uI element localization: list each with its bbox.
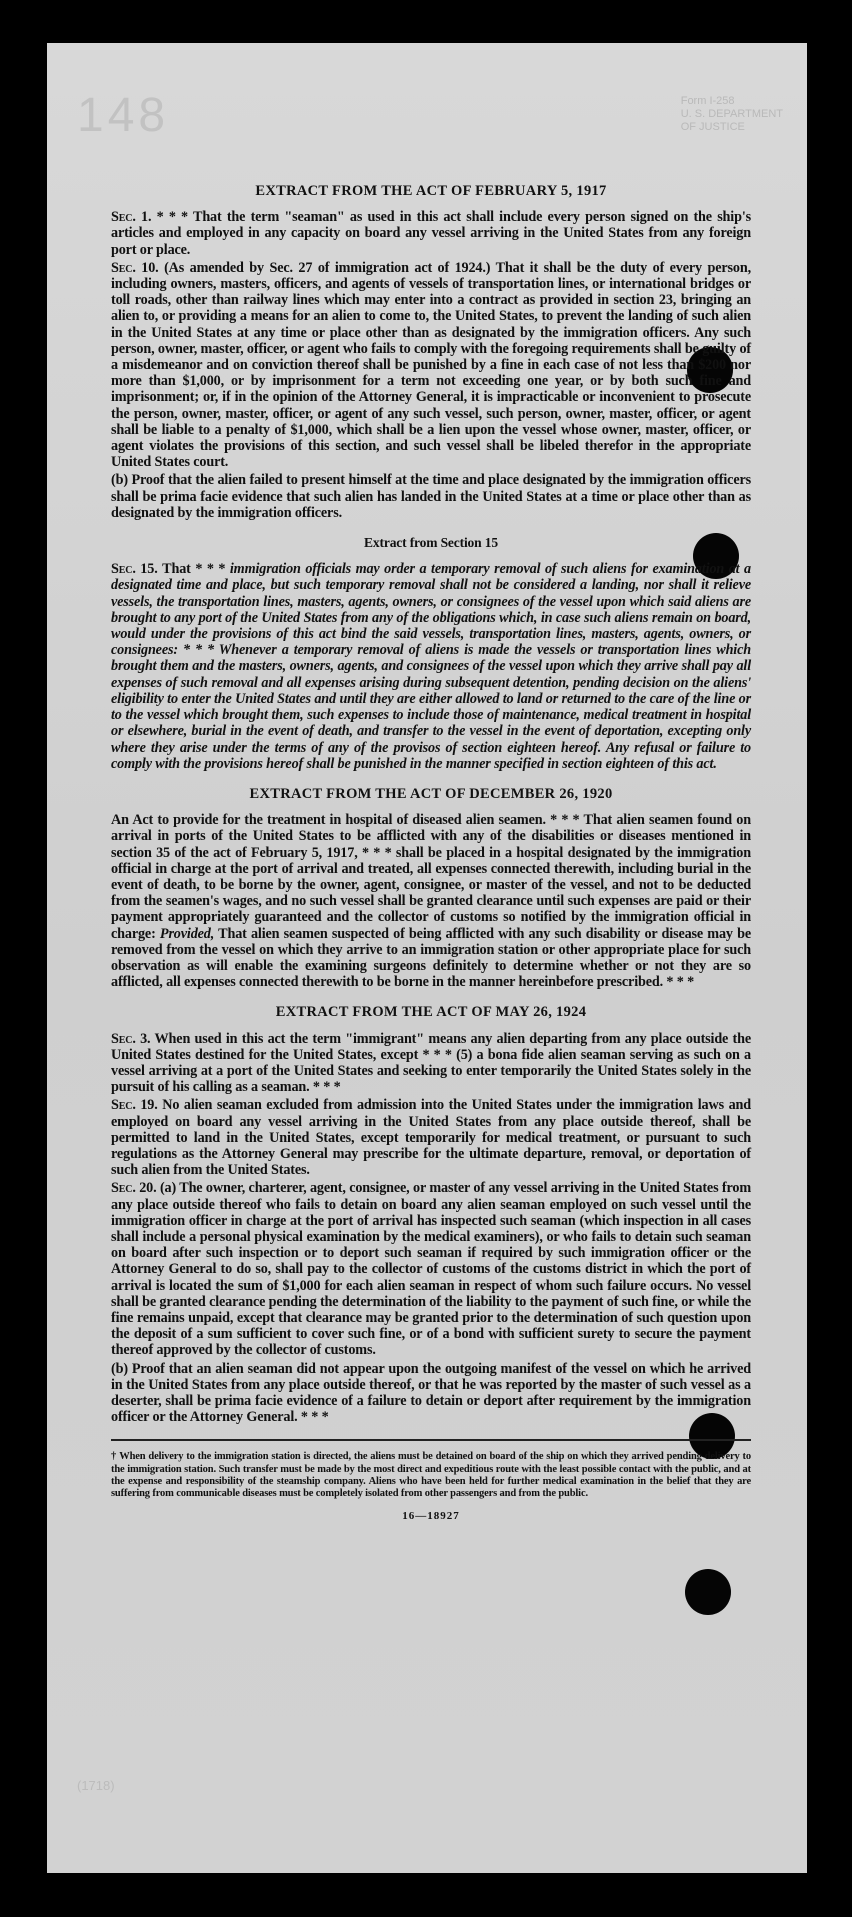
section-label: Sec. 3. — [111, 1030, 151, 1047]
paragraph-text: * * * That the term "seaman" as used in this act shall include every person signed on the ship's articles and employed in any capacity on board any vessel arriving in the United States from any foreign port or place. — [111, 209, 751, 258]
paragraph-text: immigration officials may order a temporary removal of such aliens for examination at a designated time and place, but such temporary removal shall not be considered a landing, nor shall it relieve vessels, the transportation lines, masters, agents, owners, or consignees of the vessel upon which said aliens are brought to any port of the United States from any of the obligations which, in case such aliens remain on board, would under the provisions of this act bind the said vessels, transportation lines, masters, agents, owners, or consignees: * * * Whenever a temporary removal of aliens is made the vessels or transportation lines which brought them and the masters, owners, agents, and consignees of the vessel upon which they arrive shall pay all expenses of such removal and all expenses arising during subsequent detention, pending decision on the aliens' eligibility to enter the United States and until they are either allowed to land or returned to the care of the line or to the vessel which brought them, such expenses to include those of maintenance, medical treatment in hospital or elsewhere, burial in the event of death, and transfer to the vessel in the event of deportation, excepting only where they arise under the terms of any of the provisos of section eighteen hereof. Any refusal or failure to comply with the provisions hereof shall be punished in the manner specified in section eighteen of this act. — [111, 561, 751, 772]
paragraph-text: (a) The owner, charterer, agent, consignee, or master of any vessel arriving in the United States from any place outside thereof who fails to detain on board any alien seaman employed on such vessel until the immigration officer in charge at the port of arrival has inspected such seaman (which inspection in all cases shall include a personal physical examination by the medical examiners), or who fails to detain such seaman on board after such inspection or to deport such seaman if required by such immigration officer or the Attorney General to do so, shall pay to the collector of customs of the customs district in which the port of arrival is located the sum of $1,000 for each alien seaman in respect of whom such failure occurs. No vessel shall be granted clearance pending the determination of the liability to the payment of such fine, or while the fine remains unpaid, except that clearance may be granted prior to the determination of such question upon the deposit of a sum sufficient to cover such fine, or of a bond with sufficient surety to secure the payment thereof approved by the collector of customs. — [111, 1180, 751, 1359]
punch-hole — [685, 1569, 731, 1615]
paragraph: (b) Proof that an alien seaman did not appear upon the outgoing manifest of the vessel on which he arrived in the United States from any place outside thereof, or that he was reported by the master of such vessel as a deserter, shall be prima facie evidence of a failure to detain or deport after requirement by the immigration officer or the Attorney General. * * * — [111, 1360, 751, 1426]
provided-term: Provided, — [159, 925, 215, 942]
section-extract-15 — [111, 535, 751, 772]
paragraph — [111, 209, 751, 258]
paragraph — [111, 561, 751, 772]
document-page — [47, 43, 807, 1873]
paragraph — [111, 1097, 751, 1178]
bleed-through-code: (1718) — [77, 1778, 115, 1793]
paragraph-text: When used in this act the term "immigrant" means any alien departing from any place outside the United States destined for the United States, except * * * (5) a bona fide alien seaman serving as such on a vessel arriving at a port of the United States and seeking to enter temporarily the United States solely in the pursuit of his calling as a seaman. * * * — [111, 1030, 752, 1096]
paragraph-text: An Act to provide for the treatment in hospital of diseased alien seamen. * * * That alien seamen found on arrival in ports of the United States to be afflicted with any of the disabilities or diseases mentioned in section 35 of the act of February 5, 1917, * * * shall be placed in a hospital designated by the immigration official in charge at the port of arrival and treated, all expenses connected therewith, including burial in the event of death, to be borne by the owner, agent, consignee, or master of the vessel, and not to be deducted from the seamen's wages, and no such vessel shall be granted clearance until such expenses are paid or their payment appropriately guaranteed and the collector of customs so notified by the immigration official in charge: — [111, 812, 751, 942]
section-label: Sec. 20. — [111, 1180, 157, 1197]
section-heading: EXTRACT FROM THE ACT OF DECEMBER 26, 1920 — [249, 785, 613, 802]
divider — [111, 1439, 751, 1441]
section-label: Sec. 15. — [111, 561, 158, 578]
paragraph-text: That alien seamen suspected of being afflicted with any such disability or disease may be removed from the vessel on which they arrive to an immigration station or other appropriate place for such observation as will enable the examining surgeons definitely to determine whether or not they are so afflicted, all expenses connected therewith to be borne in the manner hereinbefore prescribed. * * * — [111, 925, 752, 991]
section-heading: Extract from Section 15 — [364, 535, 498, 551]
section-heading: EXTRACT FROM THE ACT OF FEBRUARY 5, 1917 — [255, 183, 607, 199]
paragraph — [111, 1180, 751, 1358]
section-act-1924 — [111, 1004, 751, 1425]
bleed-through-page-number: 148 — [77, 89, 170, 142]
paragraph-intro: That * * * — [162, 561, 226, 578]
form-code: 16—18927 — [402, 1510, 460, 1523]
section-label: Sec. 10. — [111, 259, 159, 276]
bleed-through-form-stamp: Form I-258 U. S. DEPARTMENT OF JUSTICE — [680, 95, 783, 133]
paragraph — [111, 260, 751, 471]
section-label: Sec. 19. — [111, 1097, 158, 1114]
paragraph — [111, 812, 751, 990]
section-heading: EXTRACT FROM THE ACT OF MAY 26, 1924 — [275, 1004, 587, 1021]
paragraph: (b) Proof that the alien failed to present himself at the time and place designated by the immigration officers shall be prima facie evidence that such alien has landed in the United States at a time or place other than as designated by the immigration officers. — [111, 472, 751, 521]
paragraph-text: (As amended by Sec. 27 of immigration act of 1924.) That it shall be the duty of every person, including owners, masters, officers, and agents of vessels of transportation lines, or international bridges or toll roads, other than railway lines which may enter into a contract as provided in section 23, bringing an alien to, or providing a means for an alien to come to, the United States, to prevent the landing of such alien in the United States at any time or place other than as designated by the immigration officers. Any such person, owner, master, officer, or agent who fails to comply with the foregoing requirements shall be guilty of a misdemeanor and on conviction thereof shall be punished by a fine in each case of not less than $200 nor more than $1,000, or by imprisonment for a term not exceeding one year, or by both such fine and imprisonment; or, if in the opinion of the Attorney General, it is impracticable or inconvenient to prosecute the person, owner, master, officer, or agent of any such vessel, such person, owner, master, officer, or agent shall be liable to a penalty of $1,000, which shall be a lien upon the vessel whose owner, master, officer, or agent violates the provisions of this section, and such vessel shall be libeled therefor in the appropriate United States court. — [111, 259, 751, 471]
paragraph — [111, 1031, 751, 1096]
section-act-1920 — [111, 786, 751, 990]
paragraph-text: No alien seaman excluded from admission into the United States under the immigration laws and employed on board any vessel arriving in the United States from any place outside thereof, shall be permitted to land in the United States, except temporarily for medical treatment, or pursuant to such regulations as the Attorney General may prescribe for the ultimate departure, removal, or deportation of such alien from the United States. — [111, 1097, 751, 1179]
footnote: † When delivery to the immigration station is directed, the aliens must be detained on board of the ship on which they arrived pending delivery to the immigration station. Such transfer must be made by the most direct and expeditious route with the least possible contact with the public, and at the expense and responsibility of the steamship company. Aliens who have been held for further medical examination in the belief that they are suffering from communicable diseases must be completely isolated from other passengers and from the public. — [111, 1451, 751, 1500]
document-body — [111, 183, 751, 1524]
section-label: Sec. 1. — [111, 209, 152, 226]
section-act-1917 — [111, 183, 751, 521]
